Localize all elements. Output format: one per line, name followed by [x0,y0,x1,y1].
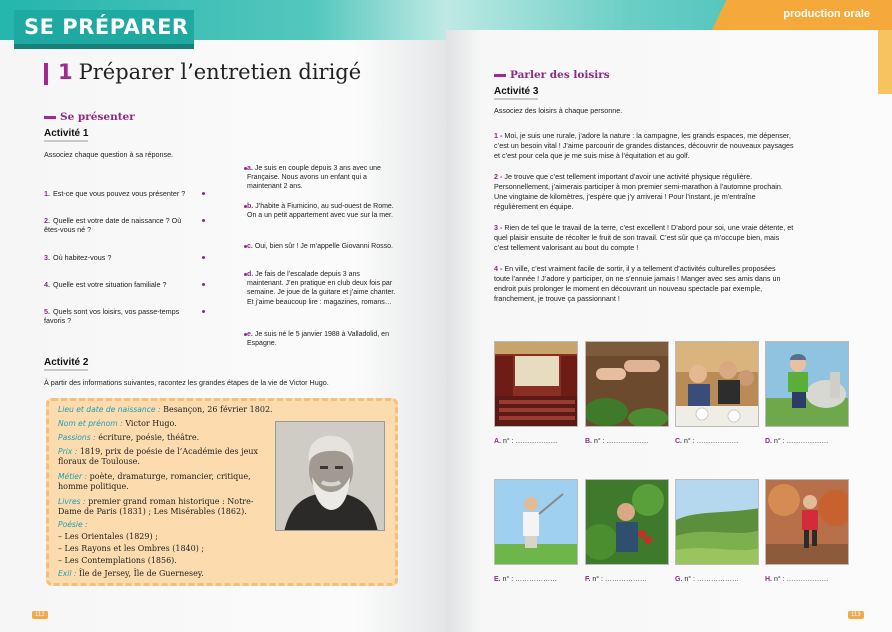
subhead-se-presenter [44,111,135,123]
person-3-text: 3 - Rien de tel que le travail de la terre, c’est excellent ! D’abord pour soi, une vraie détente, et quel plaisir ensuite de récolter le fruit de son travail. C’est sûr que ça m’occupe bien, mais c’est tellement valorisant au bout du compte ! [494,223,794,252]
caption-b: B. n° : ……………… [585,438,649,445]
photo-golf [494,479,578,565]
match-dot[interactable] [202,192,205,195]
caption-e: E. n° : ……………… [494,576,558,583]
question-3: 3. Où habitez-vous ? [44,253,112,262]
hugo-poem-1: – Les Orientales (1829) ; [58,532,158,541]
photo-landscape [675,479,759,565]
caption-a: A. n° : ……………… [494,438,558,445]
activity2-instruction: À partir des informations suivantes, racontez les grandes étapes de la vie de Victor Hugo. [44,378,329,387]
question-5: 5. Quels sont vos loisirs, vos passe-temps favoris ? [44,307,180,325]
answer-b: b. J’habite à Fiumicino, au sud-ouest de Rome. On a un petit appartement avec vue sur la mer. [247,203,394,220]
activity3-title: Activité 3 [494,86,539,97]
person-4-text: 4 - En ville, c’est vraiment facile de sortir, il y a tellement d’activités culturelles proposées toute l’année ! J’adore y participer, on ne s’ennuie jamais ! Manger avec ses amis dans un endroit puis prolonger le moment en découvrant un nouveau spectacle par exemple, franchement, je trouve ça passionnant ! [494,264,781,303]
heading-number: 1 [58,60,73,84]
hugo-prize: Prix : 1819, prix de poésie de l’Académie des jeux floraux de Toulouse. [58,447,259,466]
page-number-right: 113 [848,611,864,619]
photo-horse-riding [765,341,849,427]
right-page [446,0,892,632]
page-number-left: 112 [32,611,48,619]
photo-restaurant [675,341,759,427]
hugo-exile: Exil : Île de Jersey, Île de Guernesey. [58,569,204,578]
activity1-instruction: Associez chaque question à sa réponse. [44,150,174,159]
caption-c: C. n° : ……………… [675,438,739,445]
subhead-text: Parler des loisirs [510,69,610,81]
hugo-books: Livres : premier grand roman historique : Notre-Dame de Paris (1831) ; Les Misérables (1862). [58,497,254,516]
person-1-text: 1 - Moi, je suis une rurale, j’adore la nature : la campagne, les grands espaces, me dépenser, c’est un besoin vital ! J’aime parcourir de grandes distances, découvrir de nouveaux paysages et c’est pour cela que je me suis mise à l’équitation et au golf. [494,131,794,160]
photo-gardening [585,341,669,427]
heading-title: Préparer l’entretien dirigé [78,60,362,84]
heading-bar [44,63,48,85]
subhead-text: Se présenter [60,111,135,123]
hugo-job: Métier : poète, dramaturge, romancier, critique, homme politique. [58,472,251,491]
question-1: 1. Est-ce que vous pouvez vous présenter ? [44,189,186,198]
answer-a: a. Je suis en couple depuis 3 ans avec une Française. Nous avons un enfant qui a maintenant 2 ans. [247,165,381,191]
caption-f: F. n° : ……………… [585,576,647,583]
production-orale-label: production orale [783,8,870,20]
hugo-birth: Lieu et date de naissance : Besançon, 26 février 1802. [58,405,273,414]
photo-fruit-picking [585,479,669,565]
answer-e: e. Je suis né le 5 janvier 1988 à Valladolid, en Espagne. [247,331,389,348]
question-4: 4. Quelle est votre situation familiale ? [44,280,167,289]
photo-running [765,479,849,565]
subhead-loisirs [494,69,610,81]
caption-d: D. n° : ……………… [765,438,829,445]
caption-g: G. n° : ……………… [675,576,739,583]
match-dot[interactable] [202,283,205,286]
page-title [58,60,361,84]
answer-d: d. Je fais de l’escalade depuis 3 ans maintenant. J’en pratique en club deux fois par semaine. Je joue de la guitare et j’aime chanter. Et j’aime beaucoup lire : magazines, romans… [247,271,396,306]
hugo-poem-3: – Les Contemplations (1856). [58,556,177,565]
hugo-poetry-label: Poésie : [58,520,88,529]
side-strip [878,30,892,94]
hugo-name: Nom et prénom : Victor Hugo. [58,419,177,428]
activity1-title: Activité 1 [44,128,89,139]
section-tab: SE PRÉPARER [14,10,194,44]
question-2: 2. Quelle est votre date de naissance ? Où êtes-vous né ? [44,216,182,234]
answer-c: c. Oui, bien sûr ! Je m’appelle Giovanni Rosso. [247,243,393,250]
match-dot[interactable] [202,256,205,259]
caption-h: H. n° : ……………… [765,576,829,583]
activity3-instruction: Associez des loisirs à chaque personne. [494,106,623,115]
match-dot[interactable] [202,219,205,222]
activity2-title: Activité 2 [44,357,89,368]
hugo-poem-2: – Les Rayons et les Ombres (1840) ; [58,544,205,553]
hugo-passions: Passions : écriture, poésie, théâtre. [58,433,200,442]
victor-hugo-portrait [275,421,385,531]
person-2-text: 2 - Je trouve que c’est tellement important d’avoir une activité physique régulière. Personnellement, j’aimerais participer à mon premier semi-marathon à l’automne prochain. Une vingtaine de kilomètres, j’espère que j’y arriverai ! Pour l’instant, je m’entraîne régulièrement en équipe. [494,172,783,211]
photo-theater [494,341,578,427]
match-dot[interactable] [202,310,205,313]
